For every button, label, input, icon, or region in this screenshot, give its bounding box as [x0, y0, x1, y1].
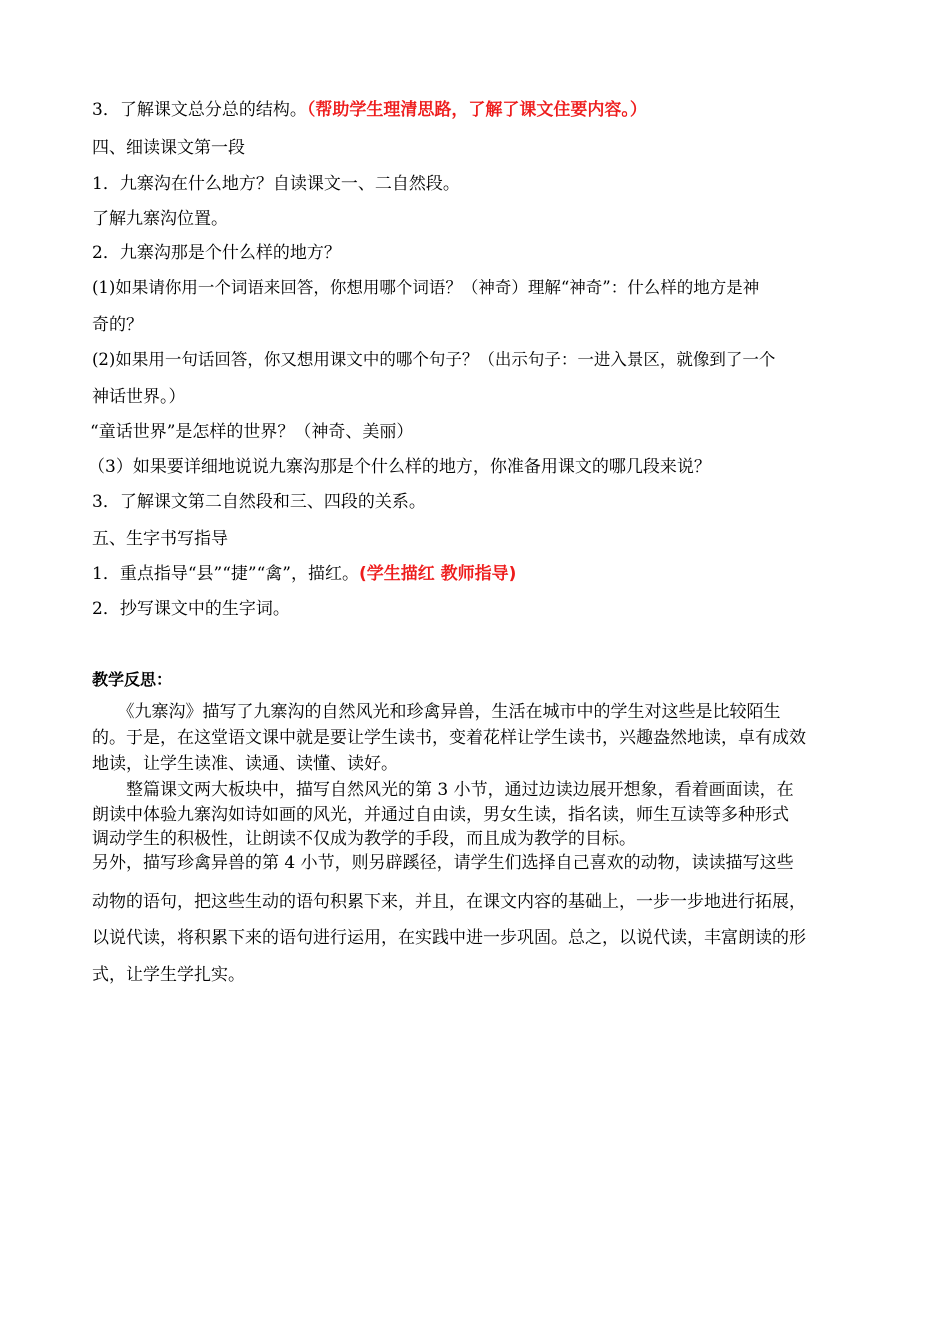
step-3-structure [92, 98, 647, 122]
reflection-line-5: 朗读中体验九寨沟如诗如画的风光，并通过自由读，男女生读，指名读，师生互读等多种形式 [92, 805, 789, 825]
reflection-line-3: 地读，让学生读准、读通、读懂、读好。 [92, 754, 398, 774]
reflection-line-10: 式，让学生学扎实。 [92, 965, 245, 985]
sub-question-1-line-1: (1)如果请你用一个词语来回答，你想用哪个词语？（神奇）理解“神奇”：什么样的地方是神 [92, 278, 760, 297]
sub-question-2-line-1: (2)如果用一句话回答，你又想用课文中的哪个句子？（出示句子：一进入景区，就像到了一个 [92, 350, 776, 369]
sub-question-1-line-2: 奇的？ [92, 315, 143, 335]
fairy-world-question: “童话世界”是怎样的世界？（神奇、美丽） [90, 422, 414, 442]
sub-question-3: （3）如果要详细地说说九寨沟那是个什么样的地方，你准备用课文的哪几段来说？ [88, 457, 711, 477]
reflection-line-9: 以说代读，将积累下来的语句进行运用，在实践中进一步巩固。总之，以说代读，丰富朗读的形 [92, 928, 806, 948]
reflection-line-8: 动物的语句，把这些生动的语句积累下来，并且，在课文内容的基础上，一步一步地进行拓展， [92, 892, 806, 912]
reflection-line-6: 调动学生的积极性，让朗读不仅成为教学的手段，而且成为教学的目标。 [92, 829, 636, 849]
question-1-location: 1．九寨沟在什么地方？自读课文一、二自然段。 [92, 174, 460, 194]
section-5-heading: 五、生字书写指导 [92, 529, 228, 549]
teacher-note-structure: （帮助学生理清思路，了解了课文住要内容。） [306, 100, 647, 120]
section-4-heading: 四、细读课文第一段 [92, 138, 245, 158]
reflection-heading: 教学反思： [92, 670, 173, 689]
question-3-relation: 3．了解课文第二自然段和三、四段的关系。 [92, 492, 426, 512]
writing-guide-2: 2．抄写课文中的生字词。 [92, 599, 290, 619]
sub-question-2-line-2: 神话世界。） [92, 387, 186, 407]
step-3-text: 3．了解课文总分总的结构。 [92, 100, 307, 120]
reflection-line-1: 《九寨沟》描写了九寨沟的自然风光和珍禽异兽，生活在城市中的学生对这些是比较陌生 [92, 702, 781, 722]
teacher-note-tracing: (学生描红 教师指导) [358, 564, 517, 584]
location-note: 了解九寨沟位置。 [92, 209, 228, 229]
reflection-line-4: 整篇课文两大板块中，描写自然风光的第 3 小节，通过边读边展开想象，看着画面读，在 [92, 780, 794, 800]
reflection-line-7: 另外，描写珍禽异兽的第 4 小节，则另辟蹊径，请学生们选择自己喜欢的动物，读读描写这些 [92, 853, 794, 873]
reflection-line-2: 的。于是，在这堂语文课中就是要让学生读书，变着花样让学生读书，兴趣盎然地读，卓有成效 [92, 728, 806, 748]
question-2-place: 2．九寨沟那是个什么样的地方？ [92, 243, 341, 263]
writing-guide-1-text: 1．重点指导“县”“捷”“禽”，描红。 [92, 564, 359, 584]
writing-guide-1 [92, 562, 516, 586]
